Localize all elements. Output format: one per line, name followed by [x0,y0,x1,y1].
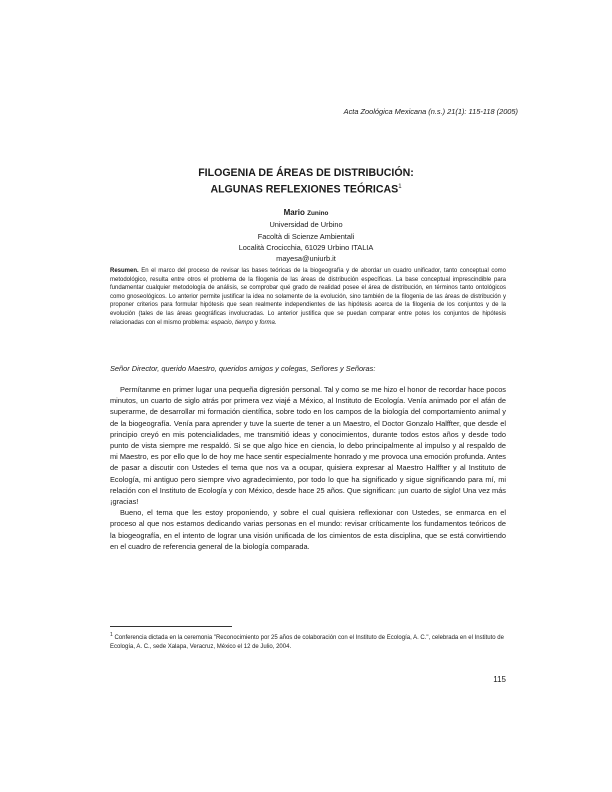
abstract-and: y [253,319,260,326]
author-first-name: Mario [283,208,308,217]
author-email: mayesa@uniurb.it [276,254,336,264]
salutation: Señor Director, querido Maestro, queridos amigos y colegas, Señores y Señoras: [110,364,376,373]
author-name [100,207,512,219]
abstract-keyword-2: tiempo [235,319,254,326]
title-line-2 [100,180,512,197]
title-line-2-text: ALGUNAS REFLEXIONES TEÓRICAS [210,183,399,196]
abstract-text: En el marco del proceso de revisar las bases teóricas de la biogeografía y de abordar un cuadro unificador, tanto conceptual como metodológico, resulta entre otros el problema de la filogenia de las áreas de distribución específicas. La base conceptual imprescindible para fundamentar cualquier metodología de análisis, se comprobar qué grado de realidad posee el área de distribución, en términos tanto ontológicos como gnoseológicos. Lo anterior permite justificar la idea no solamente de la evolución, sino también de la filogenia de las áreas de distribución y proponer criterios para formular hipótesis que sean realmente independientes de las hipótesis acerca de la filogenia de los conjuntos y de la evolución (tales de las áreas geográficas involucradas. Lo anterior justifica que se puedan comparar entre potes los conjuntos de hipótesis relacionadas con el mismo problema: [110,268,506,326]
footnote-mark: 1 [110,632,113,638]
author-block [100,207,512,264]
title-footnote-mark: 1 [398,184,402,190]
footnote [110,631,506,651]
paragraph-2: Bueno, el tema que les estoy proponiendo, y sobre el cual quisiera reflexionar con Ustedes, se enmarca en el proceso al que nos estamos dedicando varias personas en el mundo: revisar críticamente los fundamentos teóricos de la biogeografía, en el intento de lograr una visión unificada de los cimientos de esta disciplina, que se está convirtiendo en el cuadro de referencia general de la biología comparada. [110,508,506,551]
footnote-text: Conferencia dictada en la ceremonia "Reconocimiento por 25 años de colaboración con el Instituto de Ecología, A. C.", celebrada en el Instituto de Ecología, A. C., sede Xalapa, Veracruz, México el 12 de Julio, 2004. [110,635,504,650]
affiliation-university: Universidad de Urbino [269,220,343,230]
abstract-sep: , [231,319,236,326]
article-title [100,166,512,197]
affiliation-address: Località Crocicchia, 61029 Urbino ITALIA [238,242,374,252]
page-number: 115 [493,675,506,684]
footnote-divider [110,626,232,627]
affiliation-faculty: Facoltà di Scienze Ambientali [257,231,355,241]
abstract [110,267,506,327]
abstract-label: Resumen. [110,268,139,274]
abstract-keyword-3: forma [259,319,275,326]
author-last-name: Zunino [307,210,329,217]
abstract-end: . [274,319,277,326]
body-text [110,384,506,552]
paragraph-1: Permítanme en primer lugar una pequeña digresión personal. Tal y como se me hizo el honor de recordar hace pocos minutos, un cuarto de siglo atrás por primera vez viajé a México, al Instituto de Ecología. Venía animado por el afán de superarme, de desarrollar mi formación científica, sobre todo en los campos de la biología del comportamiento animal y de la biogeografía. Venía para aprender y tuve la suerte de tener a un Maestro, el Doctor Gonzalo Halffter, que desde el principio creyó en mis potencialidades, me transmitió ideas y conocimientos, durante todos estos años y desde todo punto de vista siempre me respaldó. Si se que algo hice en ciencia, lo debo principalmente al impulso y al respaldo de mi Maestro, es por ello que lo de hoy me hace sentir especialmente honrado y me provoca una emoción profunda. Antes de pasar a discutir con Ustedes el tema que nos va a ocupar, quisiera expresar al Maestro Halffter y al Instituto de Ecología, mi antiguo pero siempre vivo agradecimiento, por todo lo que ha significado y sigue significando para mí, mi relación con el Instituto de Ecología y con México, desde hace 25 años. Que significan: ¡un cuarto de siglo! Una vez más ¡gracias! [110,385,506,507]
journal-citation: Acta Zoológica Mexicana (n.s.) 21(1): 115-118 (2005) [343,107,518,116]
abstract-keyword-1: espacio [211,319,232,326]
title-line-1: FILOGENIA DE ÁREAS DE DISTRIBUCIÓN: [198,167,414,179]
